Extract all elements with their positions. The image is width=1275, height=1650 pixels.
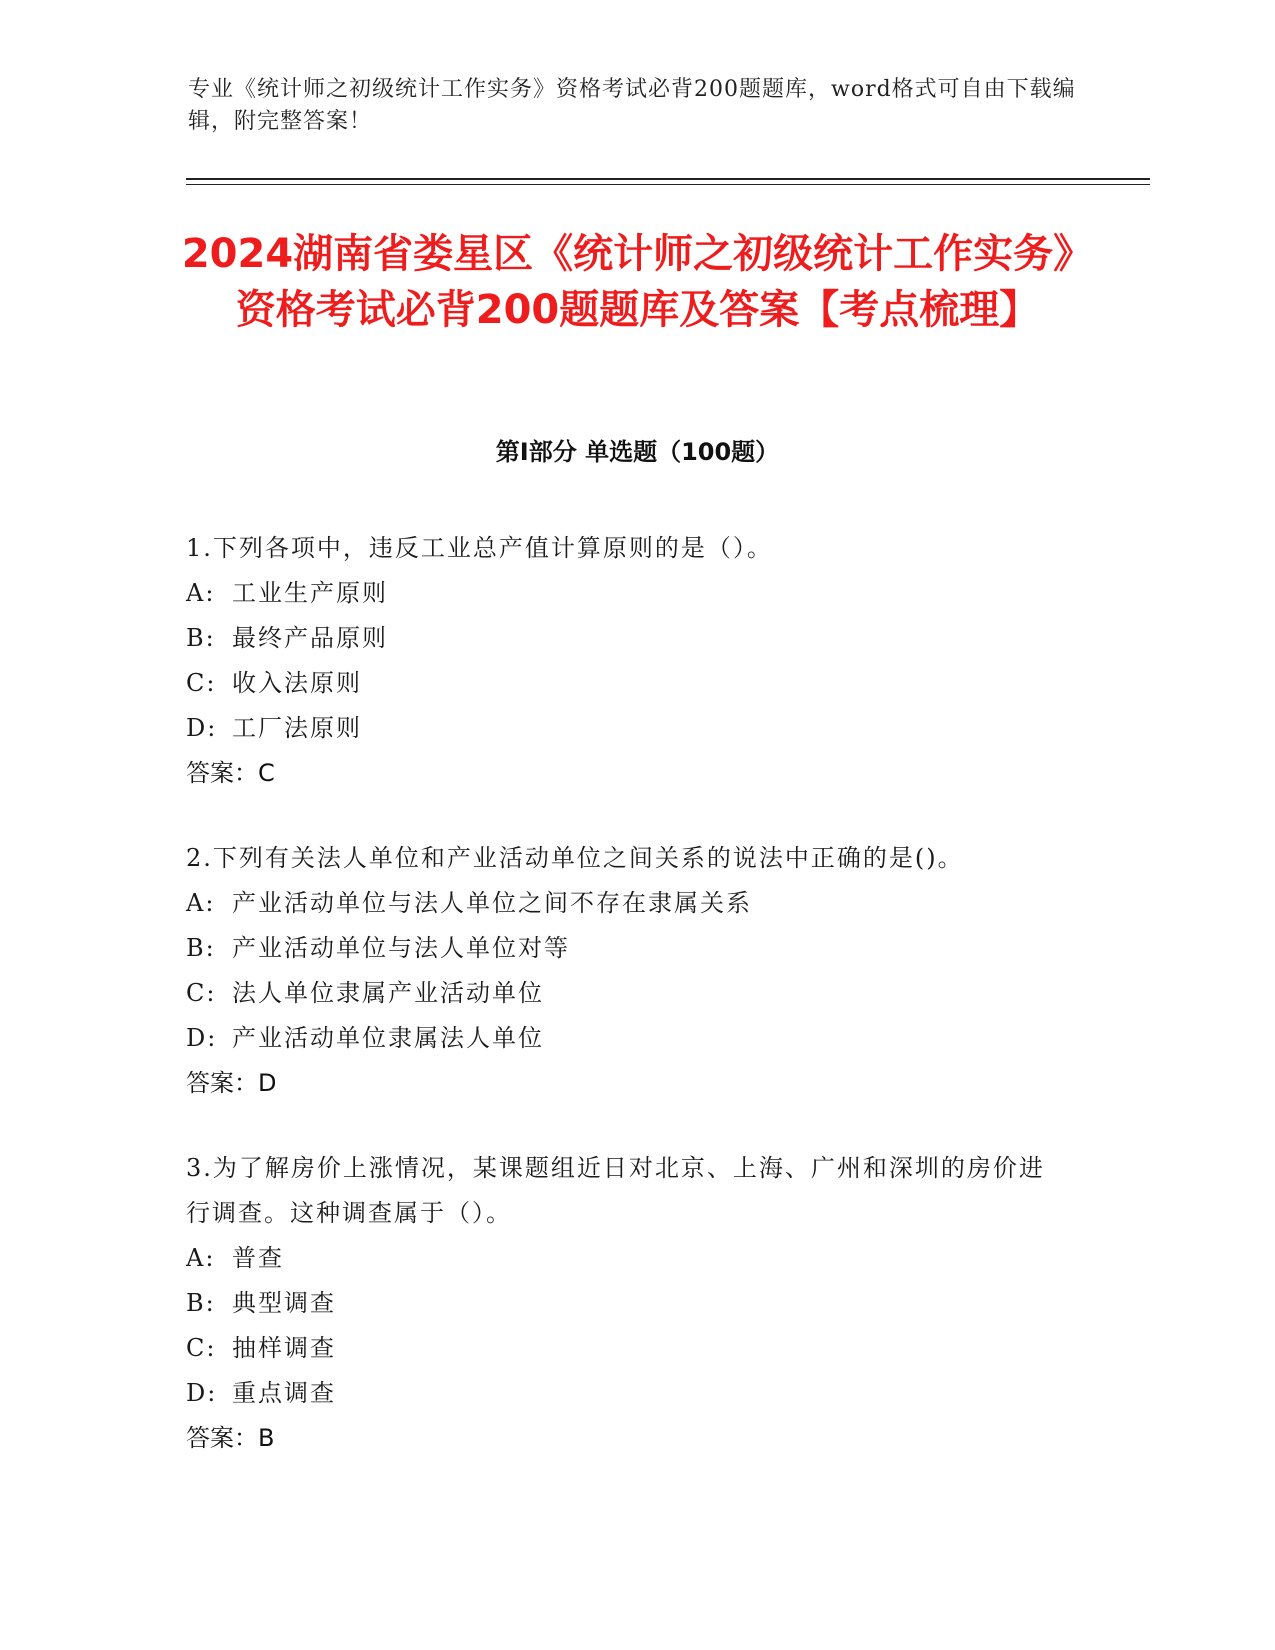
question-stem: 2.下列有关法人单位和产业活动单位之间关系的说法中正确的是()。 bbox=[186, 844, 964, 872]
header-rule-thick bbox=[186, 178, 1150, 180]
answer: 答案：C bbox=[186, 759, 275, 787]
option-d bbox=[186, 1016, 1066, 1061]
option-letter: A: bbox=[186, 889, 216, 917]
option-letter: C: bbox=[186, 669, 217, 697]
option-a bbox=[186, 881, 1066, 926]
option-d bbox=[186, 1371, 1066, 1416]
option-letter: B: bbox=[186, 1289, 216, 1317]
document-title: 2024湖南省娄星区《统计师之初级统计工作实务》资格考试必背200题题库及答案【考点梳理】 bbox=[181, 231, 1094, 333]
option-c bbox=[186, 1326, 1066, 1371]
option-letter: D: bbox=[186, 714, 218, 742]
option-c bbox=[186, 971, 1066, 1016]
option-b bbox=[186, 616, 1066, 661]
option-d bbox=[186, 706, 1066, 751]
question-stem: 3.为了解房价上涨情况，某课题组近日对北京、上海、广州和深圳的房价进行调查。这种调查属于（）。 bbox=[186, 1154, 1045, 1227]
option-text: 收入法原则 bbox=[232, 669, 362, 697]
header-note: 专业《统计师之初级统计工作实务》资格考试必背200题题库，word格式可自由下载编辑，附完整答案！ bbox=[188, 77, 1076, 134]
option-a bbox=[186, 571, 1066, 616]
question-2 bbox=[186, 836, 1066, 1106]
option-text: 抽样调查 bbox=[232, 1334, 336, 1362]
option-text: 典型调查 bbox=[232, 1289, 336, 1317]
option-b bbox=[186, 926, 1066, 971]
option-text: 产业活动单位与法人单位对等 bbox=[232, 934, 570, 962]
option-a bbox=[186, 1236, 1066, 1281]
option-letter: A: bbox=[186, 579, 216, 607]
question-1 bbox=[186, 526, 1066, 796]
option-text: 法人单位隶属产业活动单位 bbox=[232, 979, 544, 1007]
option-c bbox=[186, 661, 1066, 706]
question-list bbox=[186, 526, 1066, 1501]
option-letter: D: bbox=[186, 1379, 218, 1407]
question-stem: 1.下列各项中，违反工业总产值计算原则的是（）。 bbox=[186, 534, 773, 562]
option-letter: C: bbox=[186, 1334, 217, 1362]
header-rule-thin bbox=[186, 184, 1150, 185]
option-text: 产业活动单位与法人单位之间不存在隶属关系 bbox=[232, 889, 752, 917]
option-letter: C: bbox=[186, 979, 217, 1007]
option-letter: D: bbox=[186, 1024, 218, 1052]
option-letter: A: bbox=[186, 1244, 216, 1272]
option-text: 工厂法原则 bbox=[232, 714, 362, 742]
option-b bbox=[186, 1281, 1066, 1326]
option-letter: B: bbox=[186, 624, 216, 652]
question-3 bbox=[186, 1146, 1066, 1461]
option-text: 重点调查 bbox=[232, 1379, 336, 1407]
answer: 答案：B bbox=[186, 1424, 275, 1452]
option-text: 普查 bbox=[232, 1244, 284, 1272]
option-text: 产业活动单位隶属法人单位 bbox=[232, 1024, 544, 1052]
option-text: 最终产品原则 bbox=[232, 624, 388, 652]
section-title: 第Ⅰ部分 单选题（100题） bbox=[495, 438, 780, 466]
answer: 答案：D bbox=[186, 1069, 277, 1097]
option-text: 工业生产原则 bbox=[232, 579, 388, 607]
option-letter: B: bbox=[186, 934, 216, 962]
